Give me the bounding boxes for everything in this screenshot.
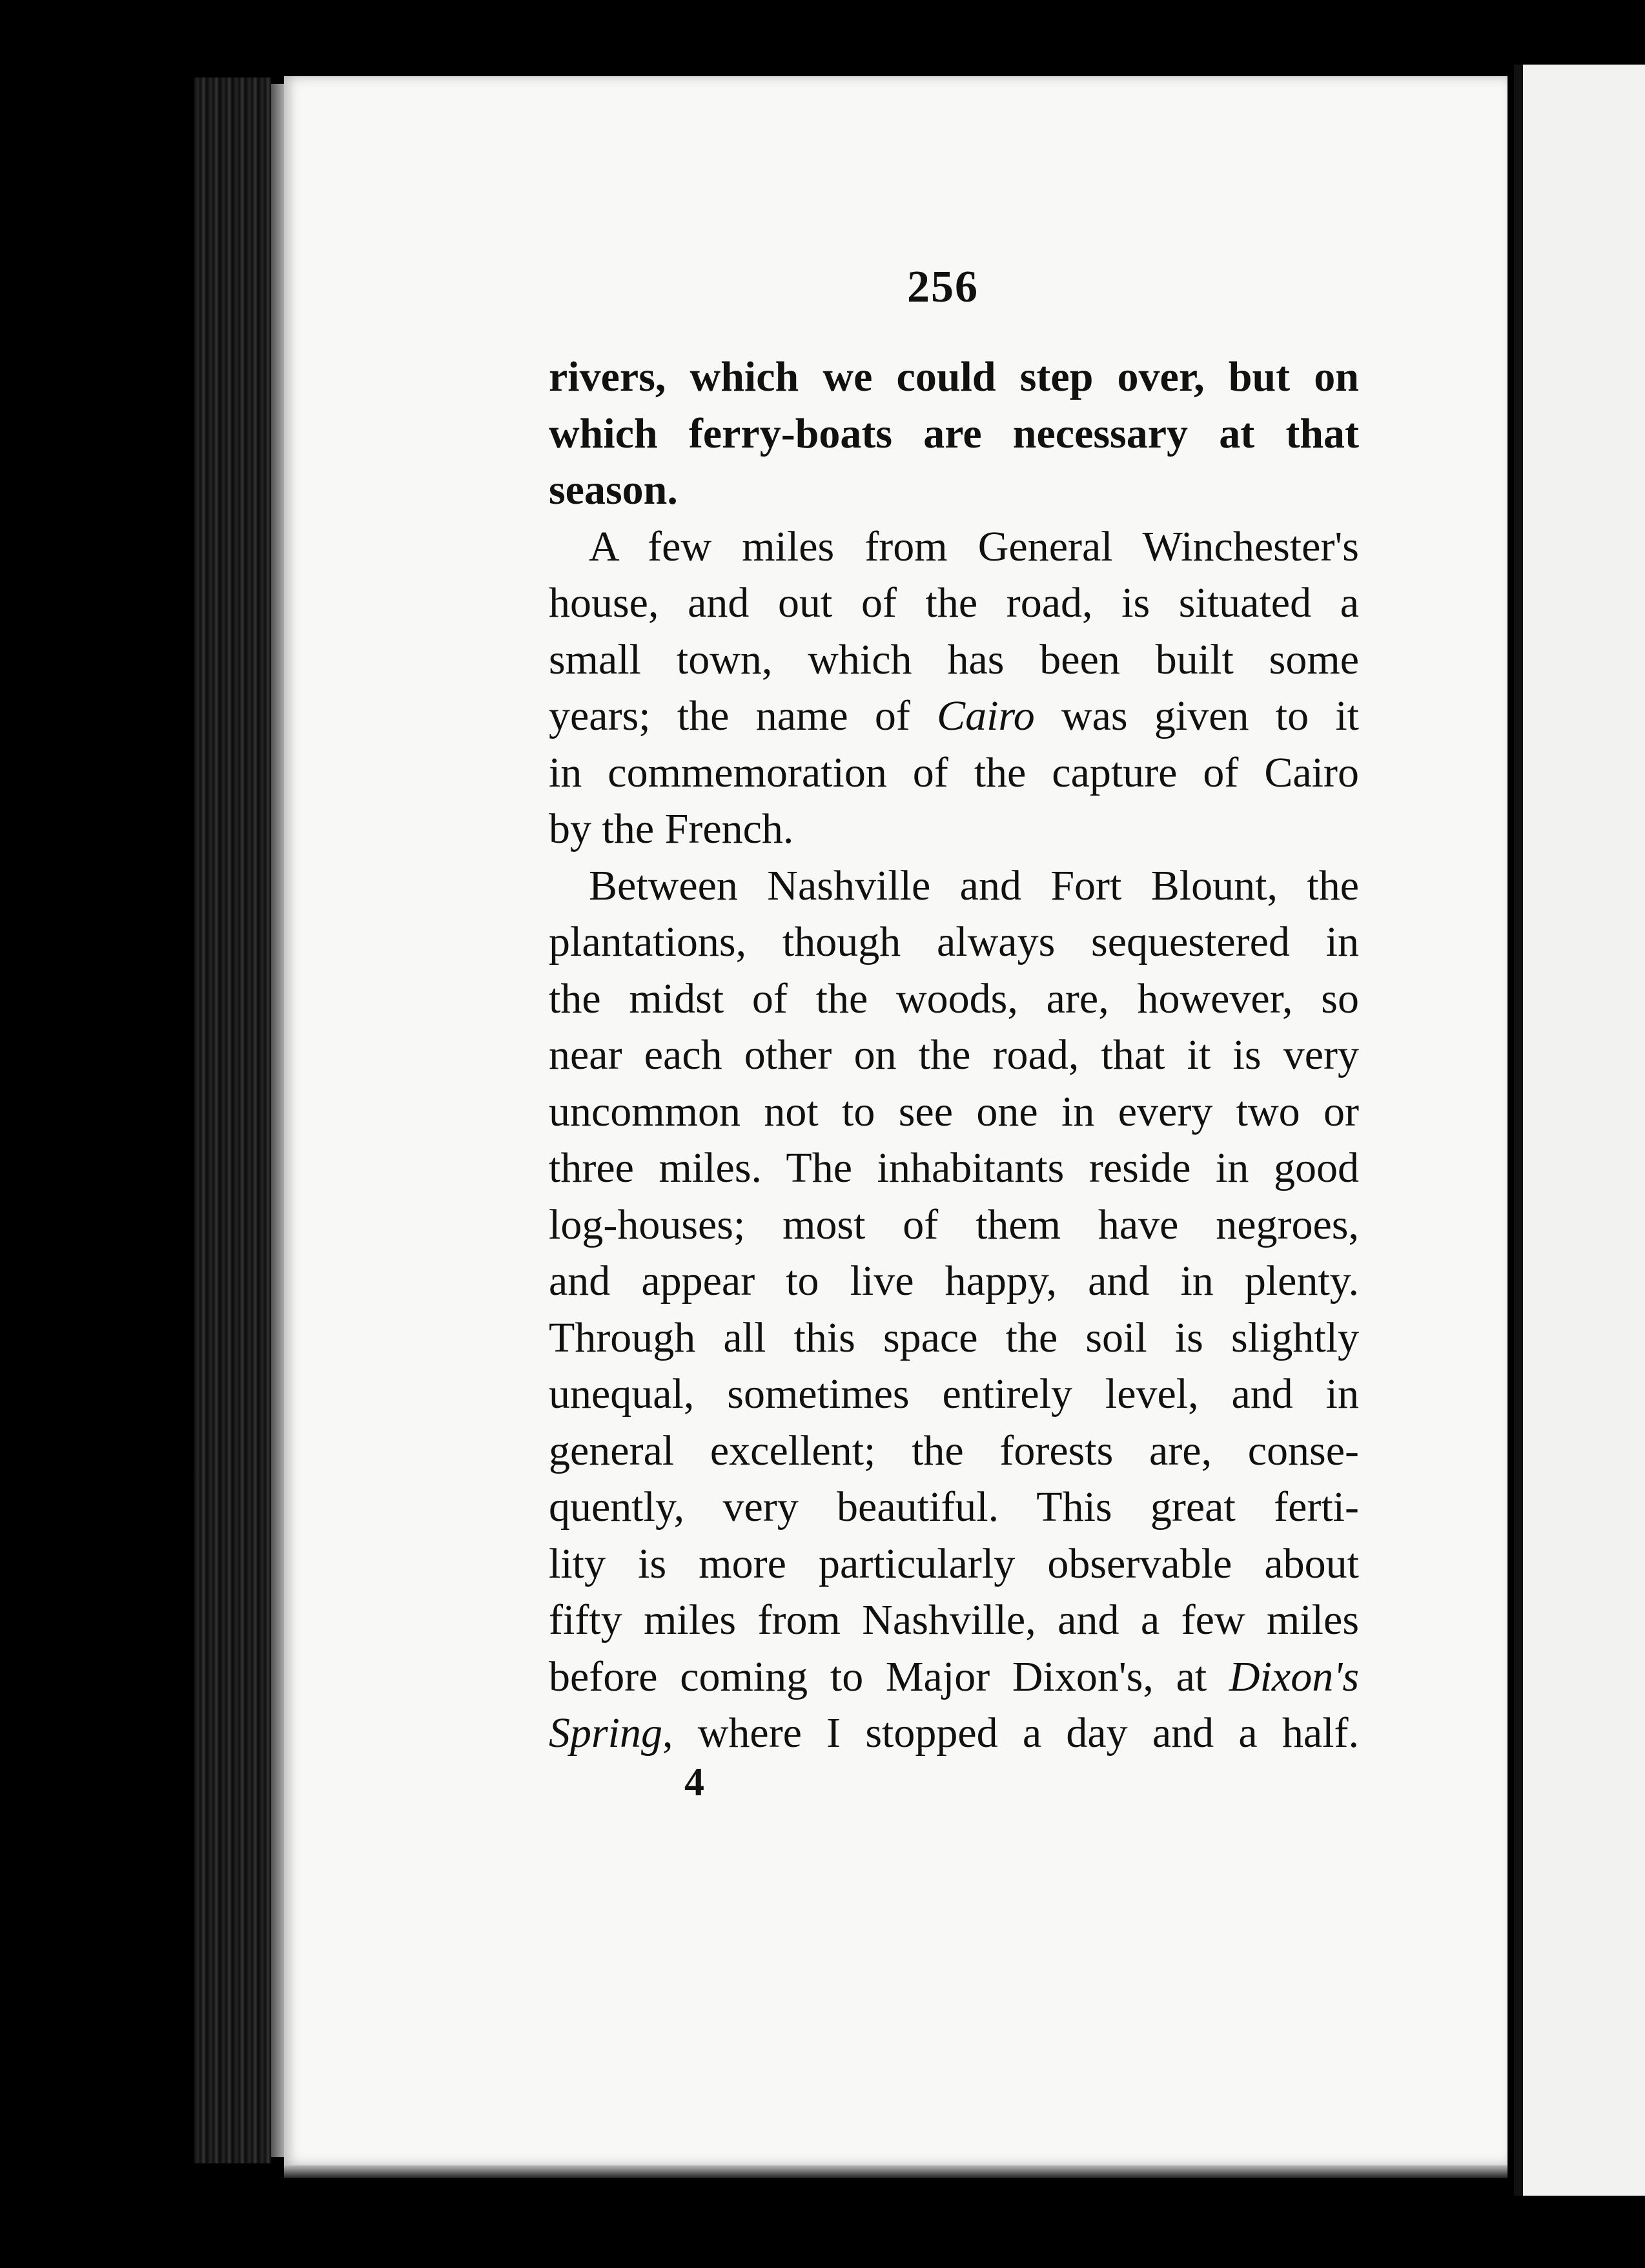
text-line: Through all this space the soil is slightly — [549, 1314, 1359, 1361]
text-line: unequal, sometimes entirely level, and in — [549, 1370, 1359, 1418]
text-line-mixed — [549, 688, 1359, 745]
text-line: quently, very beautiful. This great ferti- — [549, 1483, 1359, 1531]
facing-page-edge — [1514, 65, 1645, 2196]
body-text — [549, 349, 1359, 1762]
text-run: , where I stopped a day and a half. — [662, 1709, 1359, 1757]
text-line: uncommon not to see one in every two or — [549, 1088, 1359, 1135]
text-line: rivers, which we could step over, but on — [549, 353, 1359, 400]
text-run: years; the name of — [549, 692, 937, 739]
text-run: before coming to Major Dixon's, at — [549, 1653, 1229, 1700]
signature-mark: 4 — [684, 1760, 704, 1804]
text-line: plantations, though always sequestered in — [549, 918, 1359, 965]
text-line: and appear to live happy, and in plenty. — [549, 1257, 1359, 1304]
book-binding — [194, 77, 271, 2163]
text-line: three miles. The inhabitants reside in good — [549, 1144, 1359, 1191]
page-bottom-edge — [284, 2165, 1507, 2178]
text-line-mixed — [549, 1649, 1359, 1706]
text-line: small town, which has been built some — [549, 635, 1359, 683]
text-line: season. — [549, 466, 678, 513]
text-line: in commemoration of the capture of Cairo — [549, 748, 1359, 796]
text-line: the midst of the woods, are, however, so — [549, 974, 1359, 1022]
text-line: A few miles from General Winchester's — [589, 522, 1359, 570]
text-run: was given to it — [1034, 692, 1359, 739]
text-line: fifty miles from Nashville, and a few miles — [549, 1596, 1359, 1644]
text-line: which ferry-boats are necessary at that — [549, 409, 1359, 457]
text-line: log-houses; most of them have negroes, — [549, 1201, 1359, 1248]
page-number: 256 — [907, 262, 979, 312]
text-line: general excellent; the forests are, conse- — [549, 1427, 1359, 1474]
paragraph-3 — [549, 858, 1359, 1762]
italic-place-name: Cairo — [937, 692, 1035, 739]
text-line: near each other on the road, that it is very — [549, 1031, 1359, 1078]
text-line: house, and out of the road, is situated a — [549, 579, 1359, 626]
italic-place-name: Dixon's — [1229, 1653, 1359, 1700]
paragraph-1 — [549, 349, 1359, 519]
text-line: Between Nashville and Fort Blount, the — [589, 861, 1359, 909]
text-line: lity is more particularly observable about — [549, 1540, 1359, 1587]
italic-place-name: Spring — [549, 1709, 663, 1757]
paragraph-2 — [549, 519, 1359, 858]
text-line: by the French. — [549, 805, 794, 852]
text-line-mixed — [549, 1705, 1359, 1762]
